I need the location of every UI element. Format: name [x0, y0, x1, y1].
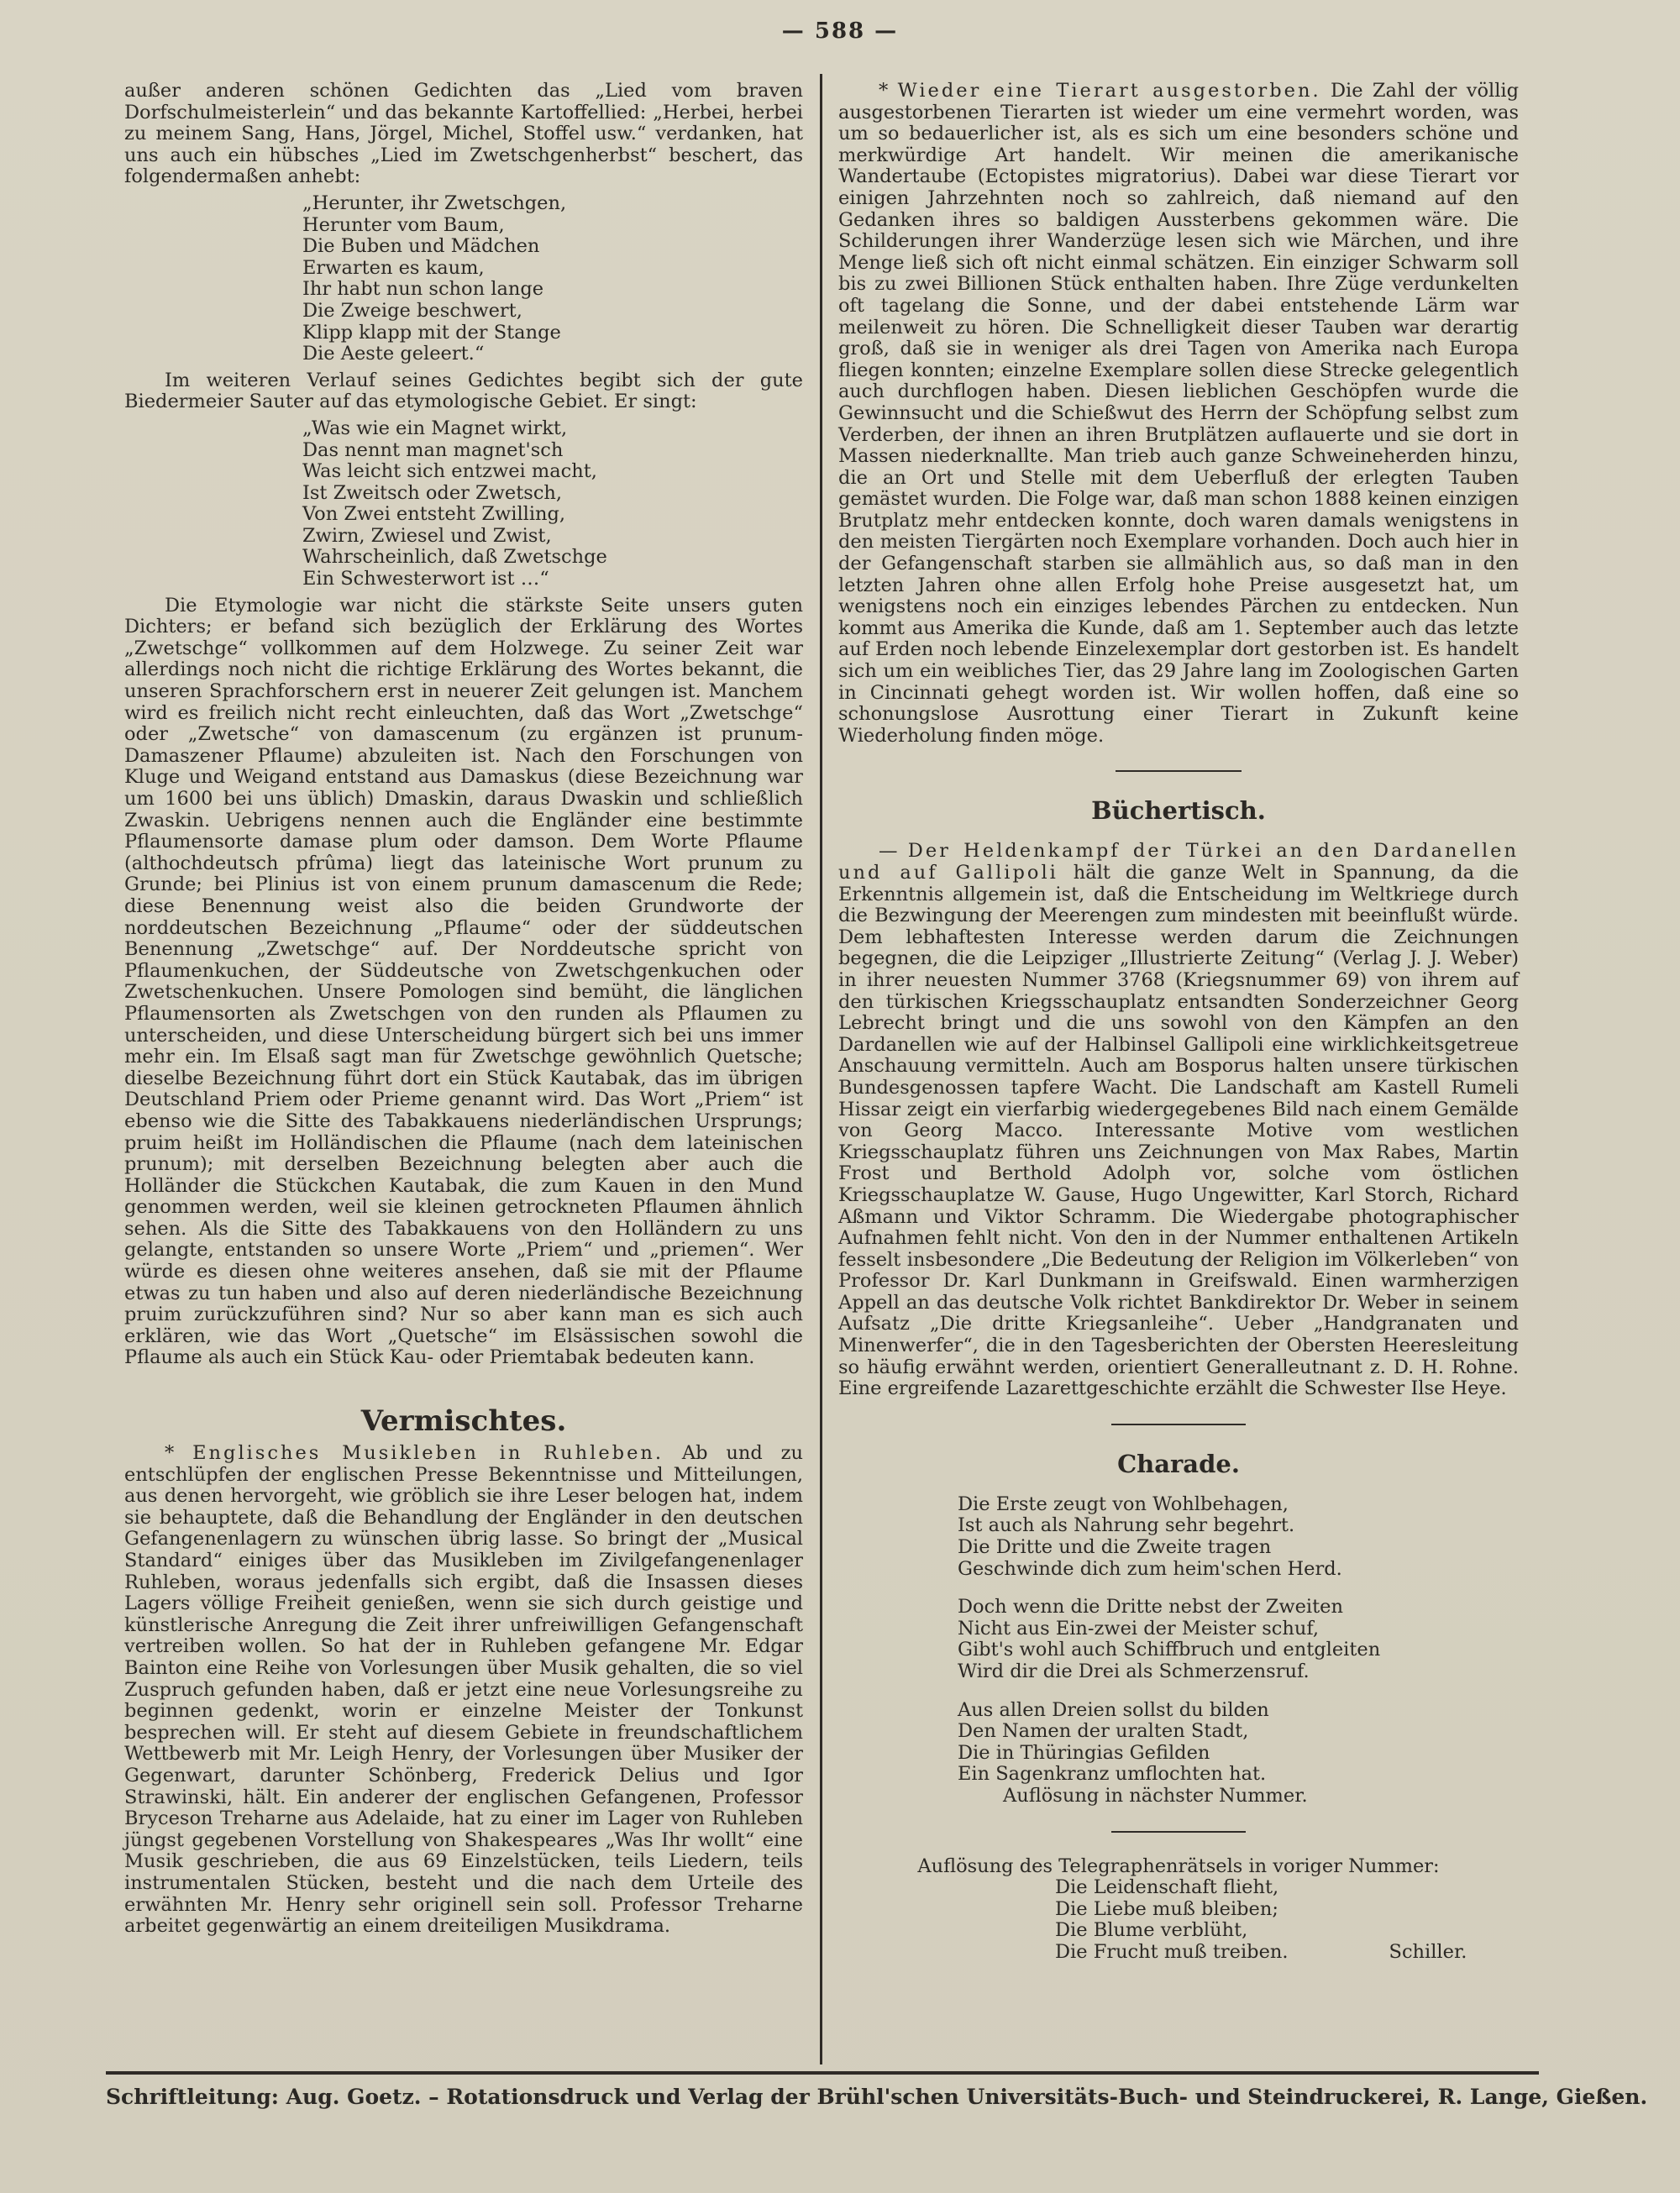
poem-line: „Herunter, ihr Zwetschgen, — [302, 191, 567, 214]
poem-line: Was leicht sich entzwei macht, — [302, 460, 597, 483]
news-item-body: Ab und zu entschlüpfen der englischen Presse Bekenntnisse und Mitteilungen, aus denen hervorgeht, wie gröblich sie ihre Leser belogen hat, indem sie behauptete, daß die Behandlung der Engländer in den deutschen Gefangenenlagern zu wünschen übrig lasse. So bringt der „Musical Standard“ einiges über das Musikleben im Zivilgefangenenlager Ruhleben, woraus jedenfalls sich ergibt, daß die Insassen dieses Lagers völlige Freiheit genießen, wenn sie sich durch geistige und künstlerische Anregung die Zeit ihrer unfreiwilligen Gefangenschaft vertreiben wollen. So hat der in Ruhleben gefangene Mr. Edgar Bainton eine Reihe von Vorlesungen über Musik gehalten, die so viel Zuspruch gefunden haben, daß er jetzt eine neue Vorlesungsreihe zu beginnen gedenkt, worin er einzelne Meister der Tonkunst besprechen will. Er steht auf diesem Gebiete in freundschaftlichem Wettbewerb mit Mr. Leigh Henry, der Vorlesungen über Musiker der Gegenwart, darunter Schönberg, Frederick Delius und Igor Strawinski, hält. Ein anderer der englischen Gefangenen, Professor Bryceson Treharne aus Adelaide, hat zu einer im Lager von Ruhleben jüngst gegebenen Vorstellung von Shakespeares „Was Ihr wollt“ eine Musik geschrieben, die aus 69 Einzelstücken, teils Liedern, teils instrumentalen Stücken, besteht und die nach dem Urteile des erwähnten Mr. Henry sehr originell sein soll. Professor Treharne arbeitet gegenwärtig an einem dreiteiligen Musikdrama. — [124, 1442, 804, 1938]
book-review-body: hält die ganze Welt in Spannung, da die Erkenntnis allgemein ist, daß die Entscheidung im Weltkriege durch die Bezwingung der Meerengen zum mindesten mit beeinflußt würde. Dem lebhaftesten Interesse werden darum die Zeichnungen begegnen, die die Leipziger „Illustrierte Zeitung“ (Verlag J. J. Weber) in ihrer neuesten Nummer 3768 (Kriegsnummer 69) von ihrem auf den türkischen Kriegsschauplatz entsandten Sonderzeichner Georg Lebrecht bringt und die uns sowohl von den Kämpfen an den Dardanellen wie auf der Halbinsel Gallipoli eine wirklichkeitsgetreue Anschauung vermitteln. Auch am Bosporus halten unsere türkischen Bundesgenossen tapfere Wacht. Die Landschaft am Kastell Rumeli Hissar zeigt ein vierfarbig wiedergegebenes Bild nach einem Gemälde von Georg Macco. Interessante Motive vom westlichen Kriegsschauplatz führen uns Zeichnungen von Max Rabes, Martin Frost und Berthold Adolph vor, solche vom östlichen Kriegsschauplatze W. Gause, Hugo Ungewitter, Karl Storch, Richard Aßmann und Viktor Schramm. Die Wiedergabe photographischer Aufnahmen fehlt nicht. Von den in der Nummer enthaltenen Artikeln fesselt insbesondere „Die Bedeutung der Religion im Völkerleben“ von Professor Dr. Karl Dunkmann in Greifswald. Einen warmherzigen Appell an das deutsche Volk richtet Bankdirektor Dr. Weber in seinem Aufsatz „Die dritte Kriegsanleihe“. Ueber „Handgranaten und Minenwerfer“, die in den Tagesberichten der Obersten Heeresleitung so häufig erwähnt werden, orientiert Generalleutnant z. D. H. Rohne. Eine ergreifende Lazarettgeschichte erzählt die Schwester Ilse Heye. — [838, 862, 1519, 1400]
charade-line: Die Erste zeugt von Wohlbehagen, — [958, 1493, 1289, 1515]
poem-line: Wahrscheinlich, daß Zwetschge — [302, 546, 607, 569]
section-divider — [1111, 1424, 1246, 1425]
page-number: — 588 — — [781, 18, 899, 44]
charade-line: Wird dir die Drei als Schmerzensruf. — [958, 1660, 1310, 1682]
charade-line: Geschwinde dich zum heim'schen Herd. — [958, 1557, 1342, 1580]
poem-zwetschgenherbst — [302, 193, 803, 365]
book-review: — Der Heldenkampf der Türkei an den Dardanellen und auf Gallipoli hält die ganze Welt in Spannung, da die Erkenntnis allgemein ist, daß die Entscheidung im Weltkriege durch die Bezwingung der Meerengen zum mindesten mit beeinflußt würde. Dem lebhaftesten Interesse werden darum die Zeichnungen begegnen, die die Leipziger „Illustrierte Zeitung“ (Verlag J. J. Weber) in ihrer neuesten Nummer 3768 (Kriegsnummer 69) von ihrem auf den türkischen Kriegsschauplatz entsandten Sonderzeichner Georg Lebrecht bringt und die uns sowohl von den Kämpfen an den Dardanellen wie auf der Halbinsel Gallipoli eine wirklichkeitsgetreue Anschauung vermitteln. Auch am Bosporus halten unsere türkischen Bundesgenossen tapfere Wacht. Die Landschaft am Kastell Rumeli Hissar zeigt ein vierfarbig wiedergegebenes Bild nach einem Gemälde von Georg Macco. Interessante Motive vom westlichen Kriegsschauplatz führen uns Zeichnungen von Max Rabes, Martin Frost und Berthold Adolph vor, solche vom östlichen Kriegsschauplatze W. Gause, Hugo Ungewitter, Karl Storch, Richard Aßmann und Viktor Schramm. Die Wiedergabe photographischer Aufnahmen fehlt nicht. Von den in der Nummer enthaltenen Artikeln fesselt insbesondere „Die Bedeutung der Religion im Völkerleben“ von Professor Dr. Karl Dunkmann in Greifswald. Einen warmherzigen Appell an das deutsche Volk richtet Bankdirektor Dr. Weber in seinem Aufsatz „Die dritte Kriegsanleihe“. Ueber „Handgranaten und Minenwerfer“, die in den Tagesberichten der Obersten Heeresleitung so häufig erwähnt werden, orientiert Generalleutnant z. D. H. Rohne. Eine ergreifende Lazarettgeschichte erzählt die Schwester Ilse Heye. — [838, 840, 1519, 1400]
charade-line: Aus allen Dreien sollst du bilden — [958, 1698, 1269, 1721]
charade-line: Doch wenn die Dritte nebst der Zweiten — [958, 1596, 1343, 1619]
charade-stanza — [958, 1597, 1519, 1682]
charade-note: Auflösung in nächster Nummer. — [1003, 1784, 1308, 1807]
solution-author: Schiller. — [1389, 1940, 1467, 1963]
section-divider — [1116, 770, 1242, 772]
paragraph-etymology-intro: Im weiteren Verlauf seines Gedichtes begibt sich der gute Biedermeier Sauter auf das etymologische Gebiet. Er singt: — [124, 369, 803, 413]
section-heading-vermischtes: Vermischtes. — [360, 1404, 567, 1439]
paragraph-etymology: Die Etymologie war nicht die stärkste Seite unsers guten Dichters; er befand sich bezüglich der Erklärung des Wortes „Zwetschge“ vollkommen auf dem Holzwege. Zu seiner Zeit war allerdings noch nicht die richtige Erklärung des Wortes bekannt, die unseren Sprachforschern erst in neuerer Zeit gelungen ist. Manchem wird es freilich nicht recht einleuchten, daß das Wort „Zwetschge“ oder „Zwetsche“ von damascenum (zu ergänzen ist prunum-Damaszener Pflaume) abzuleiten ist. Nach den Forschungen von Kluge und Weigand entstand aus Damaskus (diese Bezeichnung war um 1600 bei uns üblich) Dmaskin, daraus Dwaskin und schließlich Zwaskin. Uebrigens nennen auch die Engländer eine bestimmte Pflaumensorte damase plum oder damson. Dem Worte Pflaume (althochdeutsch pfrûma) liegt das lateinische Wort prunum zu Grunde; bei Plinius ist von einem prunum damascenum die Rede; diese Benennung weist also die beiden Grundworte der norddeutschen Bezeichnung „Pflaume“ oder der süddeutschen Benennung „Zwetschge“ auf. Der Norddeutsche spricht von Pflaumenkuchen, der Süddeutsche von Zwetschgenkuchen oder Zwetschenkuchen. Unsere Pomologen sind bemüht, die länglichen Pflaumensorten als Zwetschgen von den runden als Pflaumen zu unterscheiden, und diese Unterscheidung bürgert sich bei uns immer mehr ein. Im Elsaß sagt man für Zwetschge gewöhnlich Quetsche; dieselbe Bezeichnung führt dort ein Stück Kautabak, das im übrigen Deutschland Priem oder Prieme genannt wird. Das Wort „Priem“ ist ebenso wie die Sitte des Tabakkauens niederländischen Ursprungs; pruim heißt im Holländischen die Pflaume (nach dem lateinischen prunum); mit derselben Bezeichnung belegten aber auch die Holländer die Stückchen Kautabak, die zum Kauen in den Mund genommen werden, weil sie kleinen getrockneten Pflaumen ähnlich sehen. Als die Sitte des Tabakkauens von den Holländern zu uns gelangte, entstanden so unsere Worte „Priem“ und „priemen“. Wer würde es diesen ohne weiteres ansehen, daß sie mit der Pflaume etwas zu tun haben und also auf deren niederländische Bezeichnung pruim zurückzuführen sind? Nur so aber kann man es sich auch erklären, wie das Wort „Quetsche“ im Elsässischen sowohl die Pflaume als auch ein Stück Kau- oder Priemtabak bedeuten kann. — [124, 594, 803, 1369]
poem-line: Die Aeste geleert.“ — [302, 343, 485, 365]
poem-line: Die Zweige beschwert, — [302, 299, 522, 322]
charade-line: Den Namen der uralten Stadt, — [958, 1720, 1249, 1743]
poem-line: Von Zwei entsteht Zwilling, — [302, 503, 566, 526]
solution-line: Die Blume verblüht, — [1055, 1919, 1248, 1942]
poem-line: Herunter vom Baum, — [302, 213, 505, 236]
poem-line: Die Buben und Mädchen — [302, 235, 540, 258]
solution-poem — [1055, 1877, 1519, 1963]
right-column — [838, 81, 1519, 1964]
news-item-extinct: * Wieder eine Tierart ausgestorben. Die Zahl der völlig ausgestorbenen Tierarten ist wieder um eine vermehrt worden, was um so bedauerlicher ist, als es sich um eine besonders schöne und merkwürdige Art handelt. Wir meinen die amerikanische Wandertaube (Ectopistes migratorius). Dabei war diese Tierart vor einigen Jahrzehnten noch so zahlreich, daß niemand auf den Gedanken ihres so baldigen Aussterbens gekommen wäre. Die Schilderungen ihrer Wanderzüge lesen sich wie Märchen, und ihre Menge ließ sich oft nicht einmal schätzen. Ein einziger Schwarm soll bis zu zwei Billionen Stück enthalten haben. Ihre Züge verdunkelten oft tagelang die Sonne, und der dabei entstehende Lärm war meilenweit zu hören. Die Schnelligkeit dieser Tauben war derartig groß, daß sie in weniger als drei Tagen von Amerika nach Europa fliegen konnten; einzelne Exemplare sollen diese Strecke gelegentlich auch durchflogen haben. Diesen lieblichen Geschöpfen wurde die Gewinnsucht und die Schießwut des Herrn der Schöpfung selbst zum Verderben, der ihnen an ihren Brutplätzen auflauerte und sie dort in Massen niederknallte. Man trieb auch ganze Schweineherden hinzu, die an Ort und Stelle mit dem Ueberfluß der erlegten Tauben gemästet wurden. Die Folge war, daß man schon 1888 keinen einzigen Brutplatz mehr entdecken konnte, doch waren damals wenigstens in den meisten Tiergärten noch Exemplare vorhanden. Doch auch hier in der Gefangenschaft starben sie allmählich aus, so daß man in den letzten Jahren ohne allen Erfolg hohe Preise ausgesetzt hat, um wenigstens noch ein einziges lebendes Pärchen zu entdecken. Nun kommt aus Amerika die Kunde, daß am 1. September auch das letzte auf Erden noch lebende Einzelexemplar dort gestorben ist. Es handelt sich um ein weibliches Tier, das 29 Jahre lang im Zoologischen Garten in Cincinnati gehegt worden ist. Wir wollen hoffen, daß eine so schonungslose Ausrottung einer Tierart in Zukunft keine Wiederholung finden möge. — [838, 80, 1520, 747]
column-divider — [820, 74, 822, 2064]
poem-line: Erwarten es kaum, — [302, 256, 485, 279]
poem-line: Klipp klapp mit der Stange — [302, 321, 561, 344]
article-intro: außer anderen schönen Gedichten das „Lied vom braven Dorfschulmeisterlein“ und das bekannte Kartoffellied: „Herbei, herbei zu meinem Sang, Hans, Jörgel, Michel, Stoffel usw.“ verdanken, hat uns auch ein hübsches „Lied im Zwetschgenherbst“ beschert, das folgendermaßen anhebt: — [124, 80, 803, 188]
charade-line: Nicht aus Ein-zwei der Meister schuf, — [958, 1617, 1320, 1640]
solution-line: Die Liebe muß bleiben; — [1055, 1897, 1278, 1920]
solution-title: Auflösung des Telegraphenrätsels in voriger Nummer: — [917, 1855, 1440, 1877]
solution-line: Die Leidenschaft flieht, — [1055, 1876, 1279, 1899]
charade-stanza — [958, 1494, 1519, 1580]
news-item-title: Englisches Musikleben in Ruhleben. — [192, 1442, 664, 1465]
charade-line: Ist auch als Nahrung sehr begehrt. — [958, 1514, 1295, 1537]
imprint-footer: Schriftleitung: Aug. Goetz. – Rotationsdruck und Verlag der Brühl'schen Universitäts-Buch- und Steindruckerei, R. Lange, Gießen. — [106, 2085, 1648, 2109]
left-column — [124, 81, 803, 1938]
poem-line: „Was wie ein Magnet wirkt, — [302, 417, 568, 439]
poem-line: Ein Schwesterwort ist …“ — [302, 568, 549, 590]
poem-etymology — [302, 418, 803, 590]
charade-line: Ein Sagenkranz umflochten hat. — [958, 1763, 1267, 1786]
charade-line: Die Dritte und die Zweite tragen — [958, 1536, 1272, 1559]
section-heading-buechertisch: Büchertisch. — [1091, 796, 1266, 826]
charade-stanza — [958, 1700, 1519, 1807]
book-review-title: Der Heldenkampf der Türkei an den Dardanellen und auf Gallipoli — [838, 840, 1519, 884]
poem-line: Das nennt man magnet'sch — [302, 438, 564, 461]
section-divider — [1111, 1831, 1246, 1833]
news-item-body: Die Zahl der völlig ausgestorbenen Tierarten ist wieder um eine vermehrt worden, was um so bedauerlicher ist, als es sich um eine besonders schöne und merkwürdige Art handelt. Wir meinen die amerikanische Wandertaube (Ectopistes migratorius). Dabei war diese Tierart vor einigen Jahrzehnten noch so zahlreich, daß niemand auf den Gedanken ihres so baldigen Aussterbens gekommen wäre. Die Schilderungen ihrer Wanderzüge lesen sich wie Märchen, und ihre Menge ließ sich oft nicht einmal schätzen. Ein einziger Schwarm soll bis zu zwei Billionen Stück enthalten haben. Ihre Züge verdunkelten oft tagelang die Sonne, und der dabei entstehende Lärm war meilenweit zu hören. Die Schnelligkeit dieser Tauben war derartig groß, daß sie in weniger als drei Tagen von Amerika nach Europa fliegen konnten; einzelne Exemplare sollen diese Strecke gelegentlich auch durchflogen haben. Diesen lieblichen Geschöpfen wurde die Gewinnsucht und die Schießwut des Herrn der Schöpfung selbst zum Verderben, der ihnen an ihren Brutplätzen auflauerte und sie dort in Massen niederknallte. Man trieb auch ganze Schweineherden hinzu, die an Ort und Stelle mit dem Ueberfluß der erlegten Tauben gemästet wurden. Die Folge war, daß man schon 1888 keinen einzigen Brutplatz mehr entdecken konnte, doch waren damals wenigstens in den meisten Tiergärten noch Exemplare vorhanden. Doch auch hier in der Gefangenschaft starben sie allmählich aus, so daß man in den letzten Jahren ohne allen Erfolg hohe Preise ausgesetzt hat, um wenigstens noch ein einziges lebendes Pärchen zu entdecken. Nun kommt aus Amerika die Kunde, daß am 1. September auch das letzte auf Erden noch lebende Einzelexemplar dort gestorben ist. Es handelt sich um ein weibliches Tier, das 29 Jahre lang im Zoologischen Garten in Cincinnati gehegt worden ist. Wir wollen hoffen, daß eine so schonungslose Ausrottung einer Tierart in Zukunft keine Wiederholung finden möge. — [838, 80, 1520, 747]
charade-line: Gibt's wohl auch Schiffbruch und entgleiten — [958, 1639, 1381, 1661]
footer-divider — [106, 2071, 1539, 2075]
news-item-title: Wieder eine Tierart ausgestorben. — [897, 80, 1321, 102]
solution-line: Die Frucht muß treiben. Schiller. — [1055, 1940, 1467, 1963]
poem-line: Ist Zweitsch oder Zwetsch, — [302, 481, 563, 504]
charade-line: Die in Thüringias Gefilden — [958, 1741, 1210, 1764]
section-heading-charade: Charade. — [1117, 1449, 1240, 1478]
news-item-ruhleben: * Englisches Musikleben in Ruhleben. Ab und zu entschlüpfen der englischen Presse Bekenntnisse und Mitteilungen, aus denen hervorgeht, wie gröblich sie ihre Leser belogen hat, indem sie behauptete, daß die Behandlung der Engländer in den deutschen Gefangenenlagern zu wünschen übrig lasse. So bringt der „Musical Standard“ einiges über das Musikleben im Zivilgefangenenlager Ruhleben, woraus jedenfalls sich ergibt, daß die Insassen dieses Lagers völlige Freiheit genießen, wenn sie sich durch geistige und künstlerische Anregung die Zeit ihrer unfreiwilligen Gefangenschaft vertreiben wollen. So hat der in Ruhleben gefangene Mr. Edgar Bainton eine Reihe von Vorlesungen über Musik gehalten, die so viel Zuspruch gefunden haben, daß er jetzt eine neue Vorlesungsreihe zu beginnen gedenkt, worin er einzelne Meister der Tonkunst besprechen will. Er steht auf diesem Gebiete in freundschaftlichem Wettbewerb mit Mr. Leigh Henry, der Vorlesungen über Musiker der Gegenwart, darunter Schönberg, Frederick Delius und Igor Strawinski, hält. Ein anderer der englischen Gefangenen, Professor Bryceson Treharne aus Adelaide, hat zu einer im Lager von Ruhleben jüngst gegebenen Vorstellung von Shakespeares „Was Ihr wollt“ eine Musik geschrieben, die aus 69 Einzelstücken, teils Liedern, teils instrumentalen Stücken, besteht und die nach dem Urteile des erwähnten Mr. Henry sehr originell sein soll. Professor Treharne arbeitet gegenwärtig an einem dreiteiligen Musikdrama. — [124, 1442, 804, 1938]
poem-line: Ihr habt nun schon lange — [302, 278, 544, 301]
poem-line: Zwirn, Zwiesel und Zwist, — [302, 524, 552, 547]
